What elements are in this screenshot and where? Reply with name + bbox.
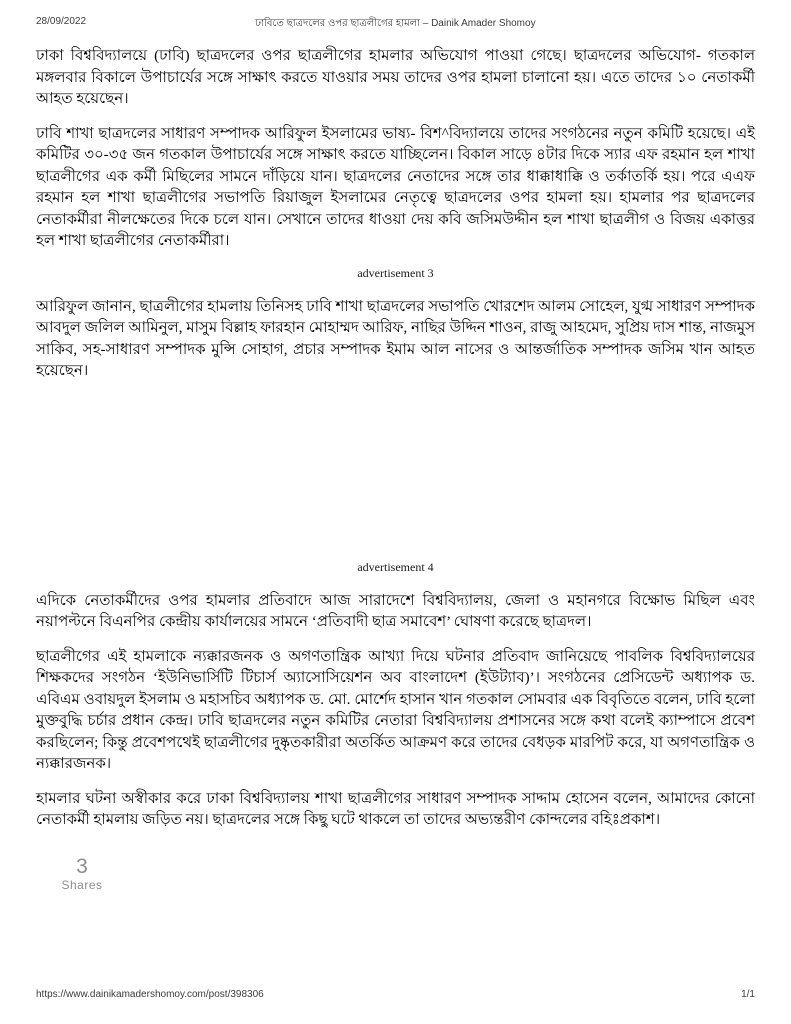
article-paragraph-3: আরিফুল জানান, ছাত্রলীগের হামলায় তিনিসহ ঢাবি শাখা ছাত্রদলের সভাপতি খোরশেদ আলম সোহেল, যুগ্ম সাধারণ সম্পাদক আবদুল জলিল আমিনুল, মাসুম বিল্লাহ ফারহান মোহাম্মদ আরিফ, নাছির উদ্দিন শাওন, রাজু আহমেদ, সুপ্রিয় দাস শান্ত, নাজমুস সাকিব, সহ-সাধারণ সম্পাদক মুন্সি সোহাগ, প্রচার সম্পাদক ইমাম আল নাসের ও আন্তর্জাতিক সম্পাদক জসিম খান আহত হয়েছেন। (36, 298, 755, 379)
share-count: 3 (76, 854, 88, 878)
page-number: 1/1 (741, 989, 755, 1000)
print-title: ঢাবিতে ছাত্রদলের ওপর ছাত্রলীগের হামলা – Dainik Amader Shomoy (255, 18, 536, 29)
ad-placeholder-4: advertisement 4 (357, 559, 434, 574)
share-count-label: Shares (61, 877, 103, 892)
print-date: 28/09/2022 (36, 16, 87, 27)
source-url: https://www.dainikamadershomoy.com/post/398306 (36, 989, 264, 1000)
article-paragraph-4: এদিকে নেতাকর্মীদের ওপর হামলার প্রতিবাদে আজ সারাদেশে বিশ্ববিদ্যালয়, জেলা ও মহানগরে বিক্ষোভ মিছিল এবং নয়াপল্টনে বিএনপির কেন্দ্রীয় কার্যালয়ের সামনে ‘প্রতিবাদী ছাত্র সমাবেশ’ ঘোষণা করেছে ছাত্রদল। (36, 592, 755, 630)
print-header (36, 16, 755, 30)
article-paragraph-6: হামলার ঘটনা অস্বীকার করে ঢাকা বিশ্ববিদ্যালয় শাখা ছাত্রলীগের সাধারণ সম্পাদক সাদ্দাম হোসেন বলেন, আমাদের কোনো নেতাকর্মী হামলায় জড়িত নয়। ছাত্রদলের সঙ্গে কিছু ঘটে থাকলে তা তাদের অভ্যন্তরীণ কোন্দলের বহিঃপ্রকাশ। (36, 790, 755, 828)
share-count-widget (56, 856, 108, 892)
article-paragraph-1: ঢাকা বিশ্ববিদ্যালয়ে (ঢাবি) ছাত্রদলের ওপর ছাত্রলীগের হামলার অভিযোগ পাওয়া গেছে। ছাত্রদলের অভিযোগ- গতকাল মঙ্গলবার বিকালে উপাচার্যের সঙ্গে সাক্ষাৎ করতে যাওয়ার সময় তাদের ওপর হামলা চালানো হয়। এতে তাদের ১০ নেতাকর্মী আহত হয়েছেন। (36, 48, 755, 107)
article-body (36, 46, 755, 892)
article-paragraph-5: ছাত্রলীগের এই হামলাকে ন্যক্কারজনক ও অগণতান্ত্রিক আখ্যা দিয়ে ঘটনার প্রতিবাদ জানিয়েছে পাবলিক বিশ্ববিদ্যালয়ের শিক্ষকদের সংগঠন ‘ইউনিভার্সিটি টিচার্স অ্যাসোসিয়েশন অব বাংলাদেশ (ইউট্যাব)’। সংগঠনের প্রেসিডেন্ট অধ্যাপক ড. এবিএম ওবায়দুল ইসলাম ও মহাসচিব অধ্যাপক ড. মো. মোর্শেদ হাসান খান গতকাল সোমবার এক বিবৃতিতে বলেন, ঢাবি হলো মুক্তবুদ্ধি চর্চার প্রধান কেন্দ্র। ঢাবি ছাত্রদলের নতুন কমিটির নেতারা বিশ্ববিদ্যালয় প্রশাসনের সঙ্গে কথা বলেই ক্যাম্পাসে প্রবেশ করছিলেন; কিন্তু প্রবেশপথেই ছাত্রলীগের দুষ্কৃতকারীরা অতর্কিত আক্রমণ করে তাদের বেধড়ক মারপিট করে, যা অগণতান্ত্রিক ও ন্যক্কারজনক। (36, 648, 755, 772)
article-paragraph-2: ঢাবি শাখা ছাত্রদলের সাধারণ সম্পাদক আরিফুল ইসলামের ভাষ্য- বিশ^বিদ্যালয়ে তাদের সংগঠনের নতুন কমিটি হয়েছে। এই কমিটির ৩০-৩৫ জন গতকাল উপাচার্যের সঙ্গে সাক্ষাৎ করতে যাচ্ছিলেন। বিকাল সাড়ে ৪টার দিকে স্যার এফ রহমান হল শাখা ছাত্রলীগের এক কর্মী মিছিলের সামনে দাঁড়িয়ে যান। ছাত্রদলের নেতাদের সঙ্গে তার ধাক্কাধাক্কি ও তর্কাতর্কি হয়। পরে এএফ রহমান হল শাখা ছাত্রলীগের সভাপতি রিয়াজুল ইসলামের নেতৃত্বে ছাত্রদলের ওপর হামলা হয়। হামলার পর ছাত্রদলের নেতাকর্মীরা নীলক্ষেতের দিকে চলে যান। সেখানে তাদের ধাওয়া দেয় কবি জসিমউদ্দীন হল শাখা ছাত্রলীগ ও বিজয় একাত্তর হল শাখা ছাত্রলীগের নেতাকর্মীরা। (36, 125, 755, 249)
ad-placeholder-3: advertisement 3 (357, 265, 434, 280)
blocked-ad-space (36, 396, 755, 554)
print-footer (36, 989, 755, 1000)
